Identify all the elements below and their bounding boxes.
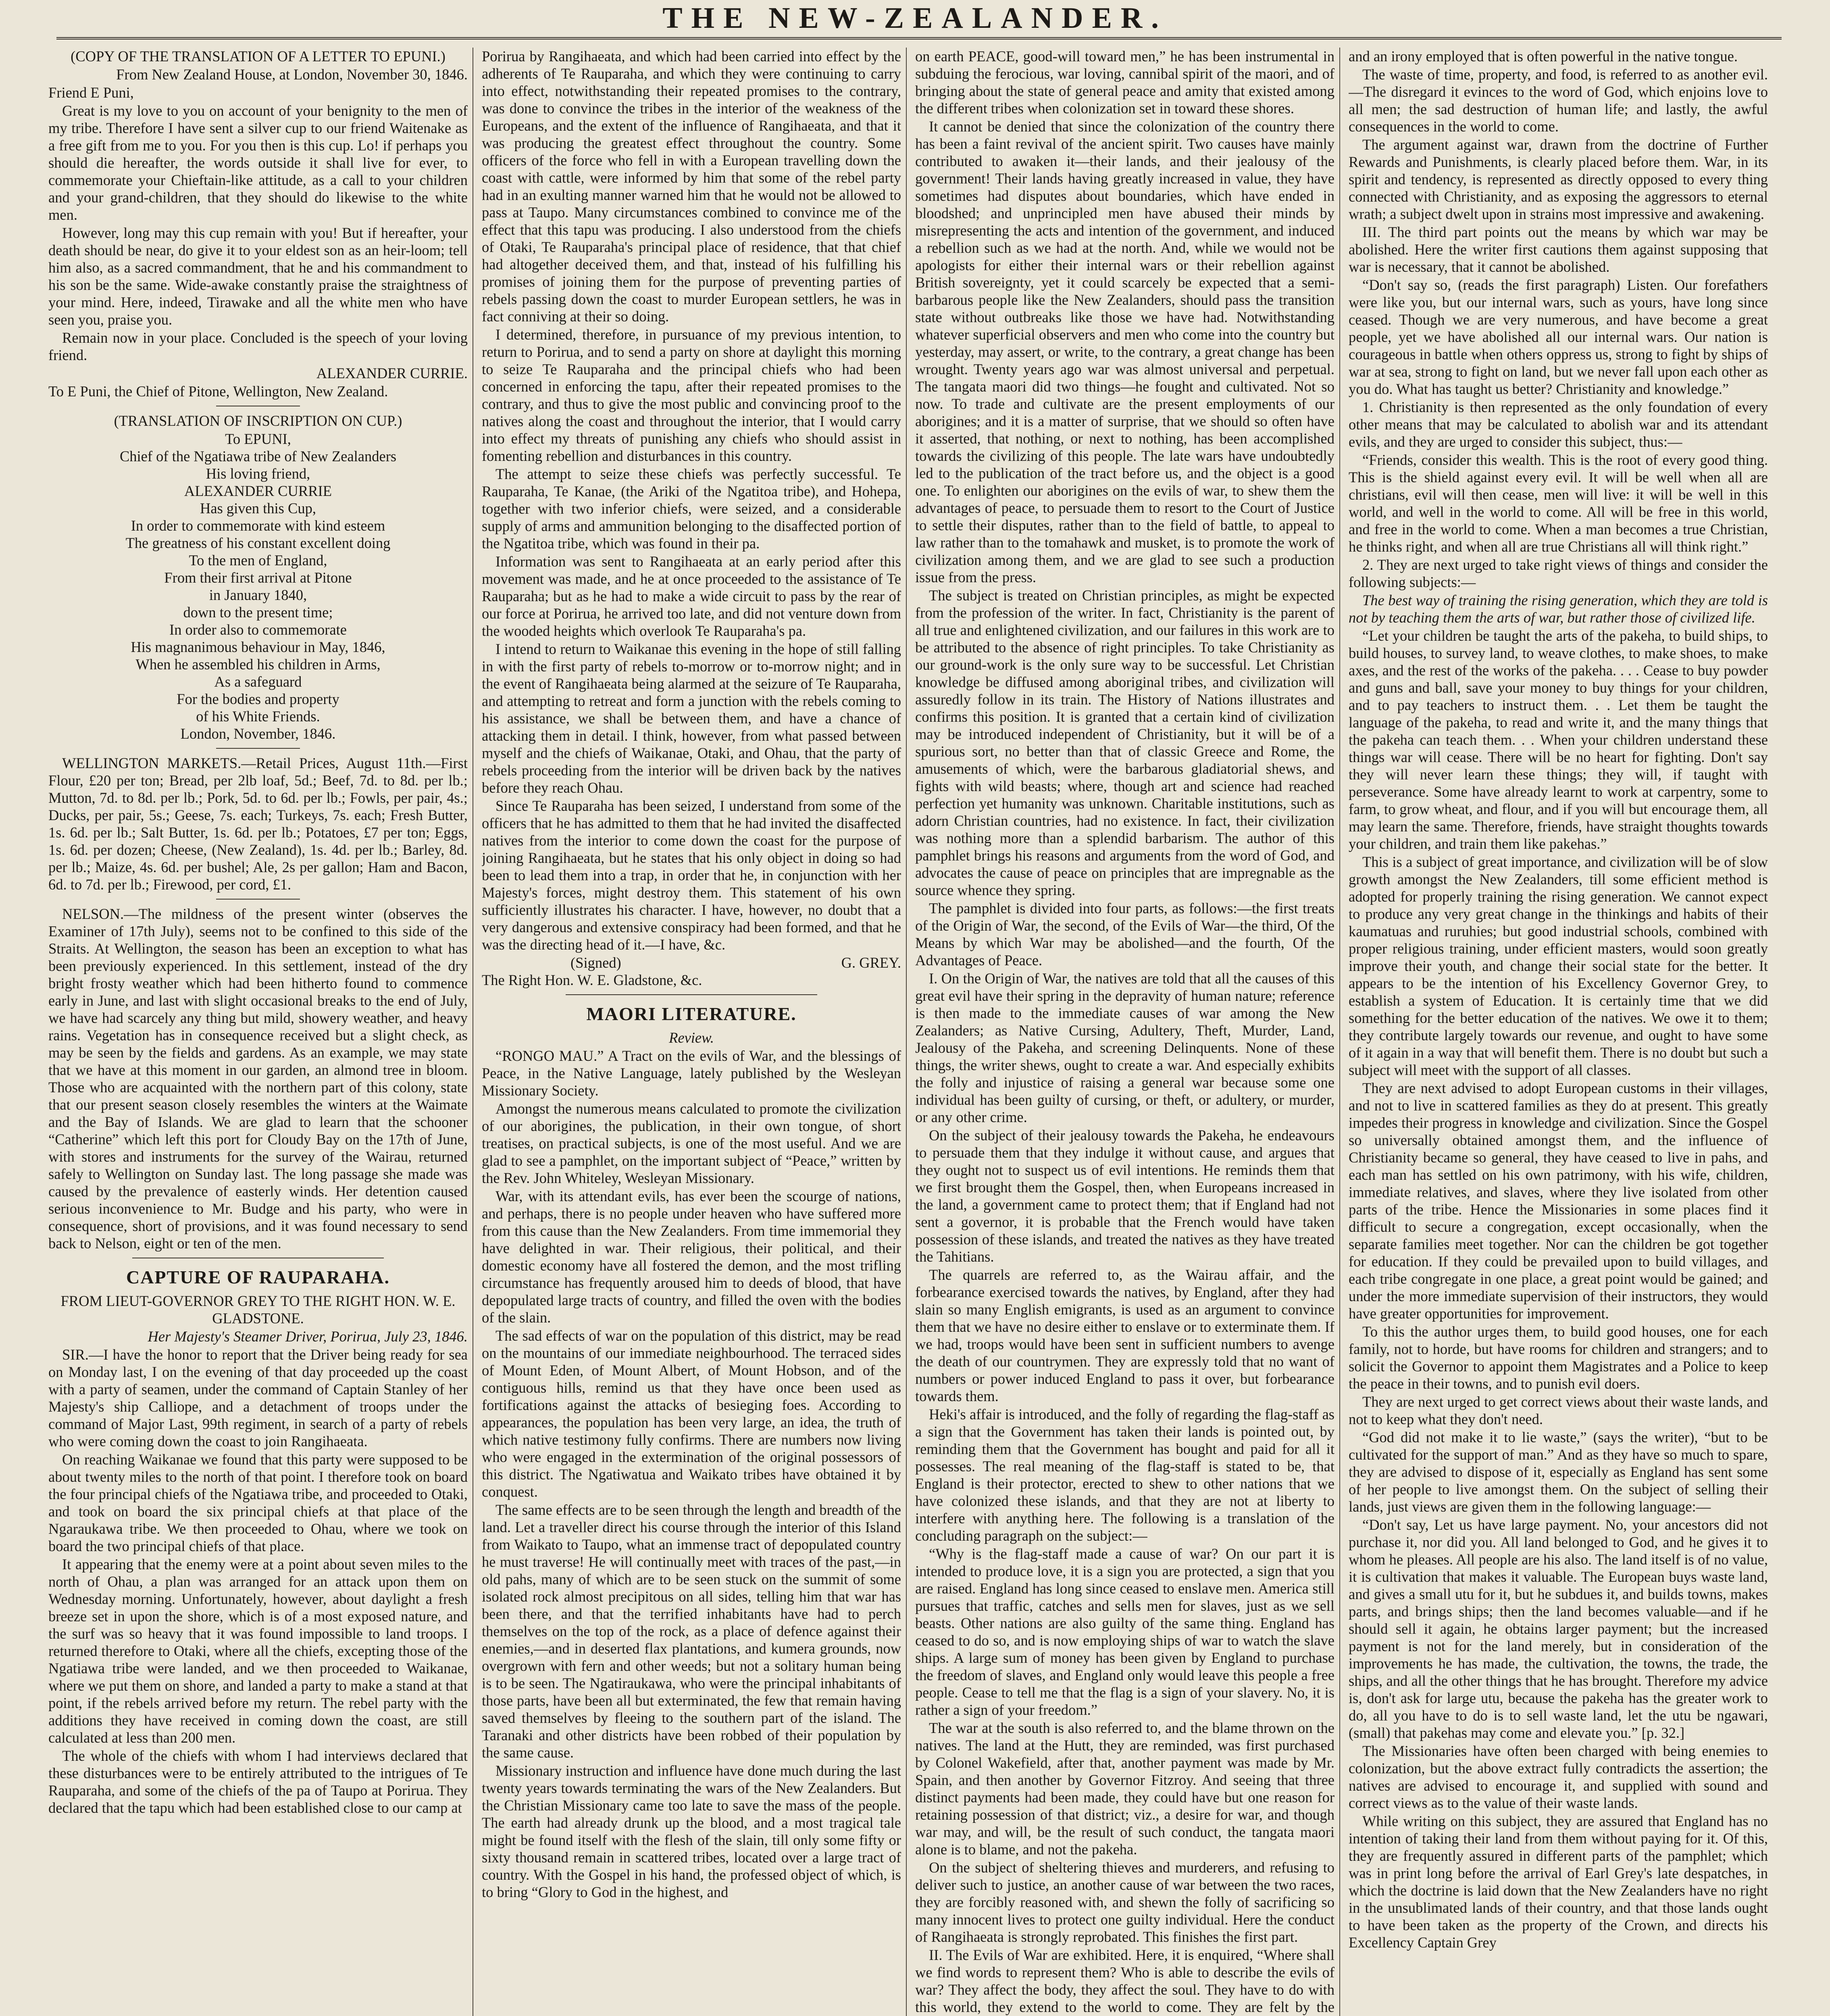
cup-letter-paragraph: Great is my love to you on account of your benignity to the men of my tribe. Therefore I have sent a silver cup to our friend Waitenake as a free gift from me to you. For you then is this cup. Lo! if perhaps you should die hereafter, the words outside it shall live for ever, to commemorate your Chieftain-like attitude, as a call to your children and your grand-children, that they should do likewise to the white men. xyxy=(48,102,468,223)
inscription-line: The greatness of his constant excellent doing xyxy=(125,535,391,551)
inscription-line: To EPUNI, xyxy=(225,431,291,447)
column-divider xyxy=(1339,48,1340,2016)
cup-letter-paragraph: However, long may this cup remain with you! But if hereafter, your death should be near, do give it to your eldest son as an heir-loom; tell him also, as a sacred commandment, that he and his commandment to his son be the same. Wide-awake constantly praise the straightness of your mind. Here, indeed, Tirawake and all the white men who have seen you, praise you. xyxy=(48,225,468,328)
cup-letter-addressee: To E Puni, the Chief of Pitone, Wellington, New Zealand. xyxy=(48,383,388,400)
cup-letter-paragraph: Remain now in your place. Concluded is the speech of your loving friend. xyxy=(48,329,468,363)
wellington-markets: WELLINGTON MARKETS.—Retail Prices, August 11th.—First Flour, £20 per ton; Bread, per 2lb loaf, 5d.; Beef, 7d. to 8d. per lb.; Mutton, 7d. to 8d. per lb.; Pork, 5d. to 6d. per lb.; Fowls, per pair, 4s.; Ducks, per pair, 5s.; Geese, 7s. each; Turkeys, 7s. each; Fresh Butter, 1s. 6d. per lb.; Salt Butter, 1s. 6d. per lb.; Potatoes, £7 per ton; Eggs, 1s. 6d. per dozen; Cheese, (New Zealand), 1s. 4d. per lb.; Barley, 8d. per lb.; Maize, 4s. 6d. per bushel; Ale, 2s per gallon; Ham and Bacon, 6d. to 7d. per lb.; Firewood, per cord, £1. xyxy=(48,755,468,893)
review-quotation: “Don't say, Let us have large payment. No, your ancestors did not purchase it, nor did you. All land belonged to God, and he gives it to whom he pleases. All people are his also. The land itself is of no value, it is cultivation that makes it valuable. The European buys waste land, and gives a small utu for it, but he subdues it, and builds towns, makes parts, and brings ships; then the land becomes valuable—and if he should sell it again, he obtains larger payment; but the increased payment is not for the land merely, but in consideration of the improvements he has made, the cultivation, the towns, the trade, the ships, and all the other things that he has brought. Therefore my advice is, don't ask for large utu, because the pakeha has the greater work to do, all you have to do is to sell waste land, let the utu be ngawari, (small) that pakehas may come and elevate you.” [p. 32.] xyxy=(1349,1516,1768,1741)
masthead-rule xyxy=(56,37,1782,40)
review-quotation: “Friends, consider this wealth. This is the root of every good thing. This is the shield against every evil. It will be well when all are christians, evil will then cease, men will live: it will be well in this world, and well in the world to come. All will be free in this world, and free in the world to come. When a man becomes a true Christian, he thinks right, and when all are true Christians all will think right.” xyxy=(1349,452,1768,555)
review-paragraph: on earth PEACE, good-will toward men,” he has been instrumental in subduing the ferocious, war loving, cannibal spirit of the maori, and of bringing about the state of general peace and amity that existed among the different tribes when colonization set in toward these shores. xyxy=(915,48,1335,117)
inscription-line: For the bodies and property xyxy=(177,691,339,707)
review-paragraph: The war at the south is also referred to, and the blame thrown on the natives. The land at the Hutt, they are reminded, was first purchased by Colonel Wakefield, after that, another payment was made by Mr. Spain, and then another by Governor Fitzroy. And seeing that three distinct payments had been made, they could have but one reason for retaining possession of that district; viz., a desire for war, and though war may, and will, be the result of such conduct, the tangata maori alone is to blame, and not the pakeha. xyxy=(915,1720,1335,1858)
inscription-line: London, November, 1846. xyxy=(180,725,336,742)
column-1 xyxy=(48,48,468,2016)
separator xyxy=(566,994,817,995)
review-intro: “RONGO MAU.” A Tract on the evils of War, and the blessings of Peace, in the Native Language, lately published by the Wesleyan Missionary Society. xyxy=(482,1048,901,1099)
review-paragraph: 2. They are next urged to take right views of things and consider the following subjects:— xyxy=(1349,556,1768,590)
review-paragraph: I. On the Origin of War, the natives are told that all the causes of this great evil have their spring in the depravity of human nature; reference is then made to the immediate causes of war among the New Zealanders; as Native Cursing, Adultery, Theft, Murder, Land, Jealousy of the Pakeha, and screening Delinquents. None of these things, the writer shews, ought to create a war. And especially exhibits the folly and injustice of raising a general war because some one individual has been guilty of cursing, or theft, or adultery, or murder, or any other crime. xyxy=(915,970,1335,1125)
inscription-line: As a safeguard xyxy=(214,673,302,690)
inscription-line: In order also to commemorate xyxy=(169,621,347,638)
review-paragraph: Amongst the numerous means calculated to promote the civilization of our aborigines, the publication, in their own tongue, of short treatises, on practical subjects, is one of the most useful. And we are glad to see a pamphlet, on the important subject of “Peace,” written by the Rev. John Whiteley, Wesleyan Missionary. xyxy=(482,1100,901,1186)
inscription-line: From their first arrival at Pitone xyxy=(164,569,352,586)
review-paragraph: War, with its attendant evils, has ever been the scourge of nations, and perhaps, there is no people under heaven who have suffered more from this cause than the New Zealanders. From time immemorial they have delighted in war. Their religious, their political, and their domestic economy have all fostered the demon, and the most trifling circumstance has frequently aroused him to deeds of blood, that have depopulated large tracts of country, and filled the oven with the bodies of the slain. xyxy=(482,1188,901,1326)
inscription-line: Chief of the Ngatiawa tribe of New Zealanders xyxy=(119,448,397,464)
review-paragraph: They are next urged to get correct views about their waste lands, and not to keep what they don't need. xyxy=(1349,1393,1768,1427)
capture-dateline: Her Majesty's Steamer Driver, Porirua, July 23, 1846. xyxy=(148,1328,468,1345)
review-quotation: “Don't say so, (reads the first paragraph) Listen. Our forefathers were like you, but our internal wars, such as yours, have long since ceased. Though we are very numerous, and have become a great people, yet we have abolished all our internal wars. Our nation is courageous in battle when others oppress us, strong to fight by ships of war at sea, strong to fight on land, but we never fall upon each other as you do. What has taught us better? Christianity and knowledge.” xyxy=(1349,277,1768,397)
review-quotation: “Why is the flag-staff made a cause of war? On our part it is intended to produce love, it is a sign you are protected, a sign that you are raised. England has long since ceased to enslave men. America still pursues that traffic, catches and sells men for slaves, just as we sell beasts. Other nations are also guilty of the same thing. England has ceased to do so, and is now employing ships of war to watch the slave ships. A large sum of money has been given by England to purchase the freedom of slaves, and England only would leave this people a free people. Cease to tell me that the flag is a sign of your slavery. No, it is rather a sign of your freedom.” xyxy=(915,1545,1335,1718)
masthead xyxy=(0,0,1830,36)
review-paragraph: To this the author urges them, to build good houses, one for each family, not to horde, but have rooms for children and strangers; and to solicit the Governor to appoint them Magistrates and a Police to keep the peace in their towns, and to punish evil doers. xyxy=(1349,1323,1768,1392)
capture-addressee: The Right Hon. W. E. Gladstone, &c. xyxy=(482,972,702,988)
column-divider xyxy=(906,48,907,2016)
inscription-line: down to the present time; xyxy=(183,604,333,621)
review-paragraph: The quarrels are referred to, as the Wairau affair, and the forbearance exercised towards the natives, by England, after they had slain so many English emigrants, is used as an argument to convince them that we have no desire either to enslave or to exterminate them. If we had, troops would have been sent in sufficient numbers to avenge the death of our countrymen. They are expressly told that no want of numbers or power induced England to pass it over, but forbearance towards them. xyxy=(915,1266,1335,1404)
review-paragraph: The subject is treated on Christian principles, as might be expected from the profession of the writer. In fact, Christianity is the parent of all true and enlightened civilization, and our failures in this work are to be attributed to the absence of right principles. To take Christianity as our ground-work is the only sure way to be successful. Let Christian knowledge be diffused among aboriginal tribes, and civilization will assuredly follow in its train. The History of Nations illustrates and confirms this position. It is granted that a certain kind of civilization may be introduced independent of Christianity, but it will be of a spurious sort, no better than that of classic Greece and Rome, the amusements of which, were the barbarous gladiatorial shews, and fights with wild beasts; where, though art and science had reached perfection yet humanity was unknown. Charitable institutions, such as adorn Christian countries, had no existence. In fact, their civilization was nothing more than a splendid barbarism. The author of this pamphlet brings his reasons and arguments from the word of God, and advocates the cause of peace on principles that are impregnable as the source whence they spring. xyxy=(915,587,1335,898)
review-paragraph: The same effects are to be seen through the length and breadth of the land. Let a traveller direct his course through the interior of this Island from Waikato to Taupo, what an immense tract of depopulated country he must traverse! He will continually meet with traces of the past,—in old pahs, many of which are to be seen stuck on the summit of some isolated rock almost precipitous on all sides, telling him that war has been there, and that the terrified inhabitants have had to perch themselves on the top of the rock, as a place of defence against their enemies,—and in deserted flax plantations, and kumera grounds, now overgrown with fern and other weeds; but not a solitary human being is to be seen. The Ngatiraukawa, who were the principal inhabitants of those parts, have been all but exterminated, the few that remain having saved themselves by fleeing to the southern part of the island. The Taranaki and other districts have been robbed of their population by the same cause. xyxy=(482,1502,901,1761)
cup-letter-signature: ALEXANDER CURRIE. xyxy=(316,365,468,381)
capture-paragraph: I determined, therefore, in pursuance of my previous intention, to return to Porirua, and to send a party on shore at daylight this morning to seize Te Rauparaha and the principal chiefs who had been concerned in enforcing the tapu, after their repeated promises to the contrary, and thus to give the most public and convincing proof to the natives along the coast and throughout the interior, that I would carry into effect my threats of punishing any chiefs who should assist in fomenting rebellion and disturbances in this country. xyxy=(482,326,901,464)
inscription-heading: (TRANSLATION OF INSCRIPTION ON CUP.) xyxy=(114,412,402,429)
inscription-lines xyxy=(48,430,468,742)
inscription-line: ALEXANDER CURRIE xyxy=(184,483,332,499)
review-paragraph: It cannot be denied that since the colonization of the country there has been a faint revival of the ancient spirit. Two causes have mainly contributed to awaken it—their lands, and their jealousy of the government! Their lands having greatly increased in value, they have sometimes had disputes about boundaries, which have ended in bloodshed; and unprincipled men have abused their minds by misrepresenting the acts and intention of the government, and induced a rebellion such as we had at the north. And, while we would not be apologists for either their internal wars or their rebellion against British sovereignty, yet it could scarcely be expected that a semi-barbarous people like the New Zealanders, should pass the transition state without outbreaks like those we have had. Notwithstanding whatever superficial observers and men who come into the country but yesterday, may assert, or write, to the contrary, a great change has been wrought. Twenty years ago war was almost universal and perpetual. The tangata maori did two things—he fought and cultivated. Not so now. To trade and cultivate are the present employments of our aborigines; and it is a matter of surprise, that we should so often have it asserted, that nothing, or next to nothing, has been accomplished towards the civilizing of this people. The late wars have undoubtedly led to the publication of the tract before us, and the object is a good one. To enlighten our aborigines on the evils of war, to shew them the advantages of peace, to persuade them to resort to the Court of Justice to settle their disputes, rather than to the field of battle, to appeal to law rather than to the tomahawk and musket, is to promote the work of civilization among them, and we are glad to see such a production issue from the press. xyxy=(915,118,1335,585)
review-paragraph: and an irony employed that is often powerful in the native tongue. xyxy=(1349,48,1738,65)
review-paragraph: II. The Evils of War are exhibited. Here, it is enquired, “Where shall we find words to represent them? Who is able to describe the evils of war? They affect the body, they affect the soul. They have to do with this world, they extend to the world to come. They are felt by the xyxy=(915,1947,1335,2015)
capture-paragraph: Information was sent to Rangihaeata at an early period after this movement was made, and he at once proceeded to the assistance of Te Rauparaha; but as he had to make a wide circuit to pass by the rear of our force at Porirua, he arrived too late, and did not venture down from the wooded heights which overlook Te Rauparaha's pa. xyxy=(482,553,901,639)
inscription-line: of his White Friends. xyxy=(196,708,320,725)
review-paragraph: On the subject of their jealousy towards the Pakeha, he endeavours to persuade them that they indulge it without cause, and argues that they ought not to suspect us of evil intentions. He reminds them that we first brought them the Gospel, then, when Europeans increased in the land, a government came to protect them; that if England had not sent a governor, it is probable that the French would have taken possession of these islands, and treated the natives as they have treated the Tahitians. xyxy=(915,1127,1335,1265)
inscription-line: Has given this Cup, xyxy=(200,500,316,516)
review-paragraph: They are next advised to adopt European customs in their villages, and not to live in scattered families as they do at present. This greatly impedes their progress in knowledge and civilization. Since the Gospel so universally obtained amongst them, and the influence of Christianity became so general, they have ceased to live in pahs, and each man has settled on his own patrimony, with his wife, children, immediate relatives, and slaves, where they live isolated from other parts of the tribe. Hence the Missionaries in some places find it difficult to secure a congregation, except occasionally, when the separate families meet together. Nor can the children be got together for education. If they could be prevailed upon to build villages, and each tribe congregate in one place, a great point would be gained; and under the more immediate supervision of their instructors, they would have greater opportunities for improvement. xyxy=(1349,1080,1768,1322)
column-4 xyxy=(1349,48,1768,2016)
column-3 xyxy=(915,48,1335,2016)
inscription-line: His magnanimous behaviour in May, 1846, xyxy=(131,639,385,655)
inscription-line: To the men of England, xyxy=(189,552,327,569)
review-paragraph: While writing on this subject, they are assured that England has no intention of taking their land from them without paying for it. Of this, they are frequently assured in different parts of the pamphlet; which was in print long before the arrival of Earl Grey's late despatches, in which the doctrine is laid down that the New Zealanders have no right in the unsublimated lands of their country, and that those lands ought to have been taken as the property of the Crown, and directs his Excellency Captain Grey xyxy=(1349,1813,1768,1951)
inscription-line: In order to commemorate with kind esteem xyxy=(131,517,385,534)
column-2 xyxy=(482,48,901,2016)
newspaper-title: THE NEW-ZEALANDER. xyxy=(662,2,1168,35)
separator xyxy=(216,748,300,749)
review-paragraph: Missionary instruction and influence have done much during the last twenty years towards terminating the wars of the New Zealanders. But the Christian Missionary came too late to save the mass of the people. The earth had already drunk up the blood, and a most tragical tale might be found itself with the flesh of the slain, till only some fifty or sixty thousand remain in scattered tribes, located over a large tract of country. With the Gospel in his hand, the professed object of which, is to bring “Glory to God in the highest, and xyxy=(482,1762,901,1900)
review-paragraph: Heki's affair is introduced, and the folly of regarding the flag-staff as a sign that the Government has taken their lands is pointed out, by reminding them that the Government has bought and paid for all it possesses. The real meaning of the flag-staff is stated to be, that England is their protector, erected to shew to other nations that we have colonized these islands, and that they are not at liberty to interfere with anything here. The following is a translation of the concluding paragraph on the subject:— xyxy=(915,1406,1335,1544)
review-paragraph: The best way of training the rising generation, which they are told is not by teaching them the arts of war, but rather those of civilized life. xyxy=(1349,592,1768,626)
capture-subheading: FROM LIEUT-GOVERNOR GREY TO THE RIGHT HON. W. E. GLADSTONE. xyxy=(60,1293,456,1327)
capture-paragraph: The whole of the chiefs with whom I had interviews declared that these disturbances were to be entirely attributed to the intrigues of Te Rauparaha, and some of the chiefs of the pa of Taupo at Porirua. They declared that the tapu which had been established close to our camp at xyxy=(48,1747,468,1816)
capture-paragraph: On reaching Waikanae we found that this party were supposed to be about twenty miles to the north of that point. I therefore took on board the four principal chiefs of the Ngatiawa tribe, and proceeded to Otaki, and took on board the six principal chiefs at that place of the Ngaraukawa tribe. We then proceeded to Ohau, where we took on board the two principal chiefs of that place. xyxy=(48,1451,468,1554)
capture-paragraph: Since Te Rauparaha has been seized, I understand from some of the officers that he has admitted to them that he had invited the disaffected natives from the interior to come down the coast for the purpose of joining Rangihaeata, but he states that his only object in doing so had been to lead them into a trap, in order that he, in conjunction with her Majesty's forces, might destroy them. This statement of his own sufficiently illustrates his character. I have, however, no doubt that a very dangerous and extensive conspiracy had been formed, and that he was the directing head of it.—I have, &c. xyxy=(482,798,901,953)
review-paragraph: 1. Christianity is then represented as the only foundation of every other means that may be calculated to abolish war and its attendant evils, and they are urged to consider this subject, thus:— xyxy=(1349,399,1768,450)
review-paragraph: This is a subject of great importance, and civilization will be of slow growth amongst the New Zealanders, till some efficient method is adopted for properly training the rising generation. We cannot expect to produce any very great change in the thinkings and habits of their kaumatuas and ruruhies; but good industrial schools, combined with proper religious training, under efficient masters, would soon greatly improve their youth, and change their social state for the better. It appears to be the intention of his Excellency Governor Grey, to establish a system of Education. It is certainly time that we did something for the better education of the natives. We owe it to them; they contribute largely towards our revenue, and ought to have some of it again in a way that will benefit them. There is no doubt but such a subject will meet with the support of all classes. xyxy=(1349,854,1768,1078)
capture-paragraph: It appearing that the enemy were at a point about seven miles to the north of Ohau, a plan was arranged for an attack upon them on Wednesday morning. Unfortunately, however, about daylight a fresh breeze set in upon the shore, which is of a most exposed nature, and the surf was so heavy that it was found impossible to land troops. I returned therefore to Otaki, where all the chiefs, excepting those of the Ngatiawa tribe were landed, and we then proceeded to Waikanae, where we put them on shore, and landed a party to make a stand at that point, if the rebels arrived before my return. The rebel party with the additions they have received in coming down the coast, are still calculated at less than 200 men. xyxy=(48,1556,468,1746)
review-paragraph: The sad effects of war on the population of this district, may be read on the mountains of our immediate neighbourhood. The terraced sides of Mount Eden, of Mount Albert, of Mount Hobson, and of the contiguous hills, remind us that they have once been used as fortifications against the attacks of besieging foes. According to appearances, the population has been very large, an idea, the truth of which native testimony fully confirms. There are numbers now living who were engaged in the extermination of the original possessors of this district. The Ngatiwatua and Waikato tribes have obtained it by conquest. xyxy=(482,1327,901,1500)
capture-signature xyxy=(482,954,901,971)
cup-letter-from: From New Zealand House, at London, November 30, 1846. xyxy=(116,66,468,83)
capture-paragraph: SIR.—I have the honor to report that the Driver being ready for sea on Monday last, I on the evening of that day proceeded up the coast with a party of seamen, under the command of Captain Stanley of her Majesty's ship Calliope, and a detachment of troops under the command of Major Last, 99th regiment, in search of a party of rebels who were coming down the coast to join Rangihaeata. xyxy=(48,1346,468,1450)
capture-headline: CAPTURE OF RAUPARAHA. xyxy=(126,1267,390,1287)
capture-paragraph: The attempt to seize these chiefs was perfectly successful. Te Rauparaha, Te Kanae, (the Ariki of the Ngatitoa tribe), and Hohepa, together with two inferior chiefs, were seized, and a considerable supply of arms and ammunition belonging to the disaffected portion of the Ngatitoa tribe, which was found in their pa. xyxy=(482,466,901,552)
maori-literature-headline: MAORI LITERATURE. xyxy=(586,1004,797,1024)
capture-paragraph: Porirua by Rangihaeata, and which had been carried into effect by the adherents of Te Rauparaha, and which they were continuing to carry into effect, notwithstanding their repeated promises to the contrary, was done to convince the tribes in the interior of the weakness of the Europeans, and the extent of the influence of Rangihaeata, and that it was producing the greatest effect throughout the country. Some officers of the force who fell in with a European travelling down the coast with cattle, were informed by him that some of the rebel party had in an exulting manner warned him that he would not be allowed to pass at Taupo. Many circumstances combined to convince me of the effect that this tapu was producing. I also understood from the chiefs of Otaki, Te Rauparaha's principal place of residence, that that chief had altogether deceived them, and that, instead of his fulfilling his promises of joining them for the purpose of preventing parties of rebels passing down the coast to murder European settlers, he was in fact conniving at their so doing. xyxy=(482,48,901,325)
review-paragraph: III. The third part points out the means by which war may be abolished. Here the writer first cautions them against supposing that war is necessary, that it cannot be abolished. xyxy=(1349,224,1768,275)
nelson-item: NELSON.—The mildness of the present winter (observes the Examiner of 17th July), seems not to be confined to this side of the Straits. At Wellington, the season has been an exception to what has been previously experienced. In this settlement, instead of the dry bright frosty weather which had been hitherto found to commence early in June, and last with slight occasional breaks to the end of July, we have had scarcely any thing but mild, showery weather, and heavy rains. Vegetation has in consequence received but a slight check, as may be seen by the fields and gardens. As an example, we may state that we have at this moment in our garden, an almond tree in bloom. Those who are acquainted with the northern part of this colony, state that our present season closely resembles the winters at the Waimate and the Bay of Islands. We are glad to learn that the schooner “Catherine” which left this port for Cloudy Bay on the 17th of June, with stores and instruments for the survey of the Wairau, returned safely to Wellington on Sunday last. The long passage she made was caused by the prevalence of easterly winds. Her detention caused serious inconvenience to Mr. Budge and his party, who were in consequence, short of provisions, and it was found necessary to send back to Nelson, eight or ten of the men. xyxy=(48,906,468,1252)
review-paragraph: The pamphlet is divided into four parts, as follows:—the first treats of the Origin of War, the second, of the Evils of War—the third, Of the Means by which War may be abolished—and the fourth, Of the Advantages of Peace. xyxy=(915,900,1335,968)
cup-letter-salutation: Friend E Puni, xyxy=(48,84,134,101)
review-label: Review. xyxy=(669,1029,714,1046)
capture-paragraph: I intend to return to Waikanae this evening in the hope of still falling in with the first party of rebels to-morrow or to-morrow night; and in the event of Rangihaeata being alarmed at the seizure of Te Rauparaha, and attempting to retreat and form a junction with the rebels coming to his assistance, we shall be between them, and have a chance of attacking them in detail. I think, however, from what passed between myself and the chiefs of Waikanae, Otaki, and Ohau, that the party of rebels proceeding from the interior will be driven back by the natives before they reach Ohau. xyxy=(482,641,901,796)
review-paragraph: On the subject of sheltering thieves and murderers, and refusing to deliver such to justice, an another cause of war between the two races, they are forcibly reasoned with, and shewn the folly of sacrificing so many innocent lives to protect one guilty individual. Here the conduct of Rangihaeata is strongly reprobated. This finishes the first part. xyxy=(915,1859,1335,1945)
review-paragraph: The waste of time, property, and food, is referred to as another evil.—The disregard it evinces to the word of God, which enjoins love to all men; the sad destruction of human life; and lastly, the awful consequences in the world to come. xyxy=(1349,66,1768,135)
review-paragraph: The Missionaries have often been charged with being enemies to colonization, but the above extract fully contradicts the assertion; the natives are advised to encourage it, and supplied with sound and correct views as to the value of their waste lands. xyxy=(1349,1743,1768,1811)
review-quotation: “Let your children be taught the arts of the pakeha, to build ships, to build houses, to survey land, to weave clothes, to make shoes, to make axes, and the rest of the works of the pakeha. . . . Cease to buy powder and guns and ball, save your money to buy things for your children, and to pay teachers to instruct them. . . Let them be taught the language of the pakeha, to read and write it, and the many things that the pakeha can teach them. . . When your children understand these things war will cease. There will be no heart for fighting. Don't say they will never learn these things; they will, if taught with perseverance. Some have already learnt to work at carpentry, some to farm, to grow wheat, and flour, and if you will but encourage them, all may learn the same. Therefore, friends, have straight thoughts towards your children, and train them like pakehas.” xyxy=(1349,627,1768,852)
cup-letter-heading: (COPY OF THE TRANSLATION OF A LETTER TO EPUNI.) xyxy=(71,48,446,65)
signed-label: (Signed) xyxy=(570,954,621,971)
review-paragraph: The argument against war, drawn from the doctrine of Further Rewards and Punishments, is clearly placed before them. War, in its spirit and tendency, is represented as directly opposed to every thing connected with Christianity, and as exposing the aggressors to eternal wrath; a subject dwelt upon in strains most impressive and awakening. xyxy=(1349,136,1768,222)
inscription-line: When he assembled his children in Arms, xyxy=(135,656,381,673)
separator xyxy=(216,899,300,900)
review-quotation: “God did not make it to lie waste,” (says the writer), “but to be cultivated for the support of man.” And as they have so much to spare, they are advised to dispose of it, especially as England has sent some of her people to live amongst them. On the subject of selling their lands, just views are given them in the following language:— xyxy=(1349,1429,1768,1515)
signer-name: G. GREY. xyxy=(841,954,901,971)
inscription-line: His loving friend, xyxy=(206,465,310,482)
inscription-line: in January 1840, xyxy=(209,587,307,603)
